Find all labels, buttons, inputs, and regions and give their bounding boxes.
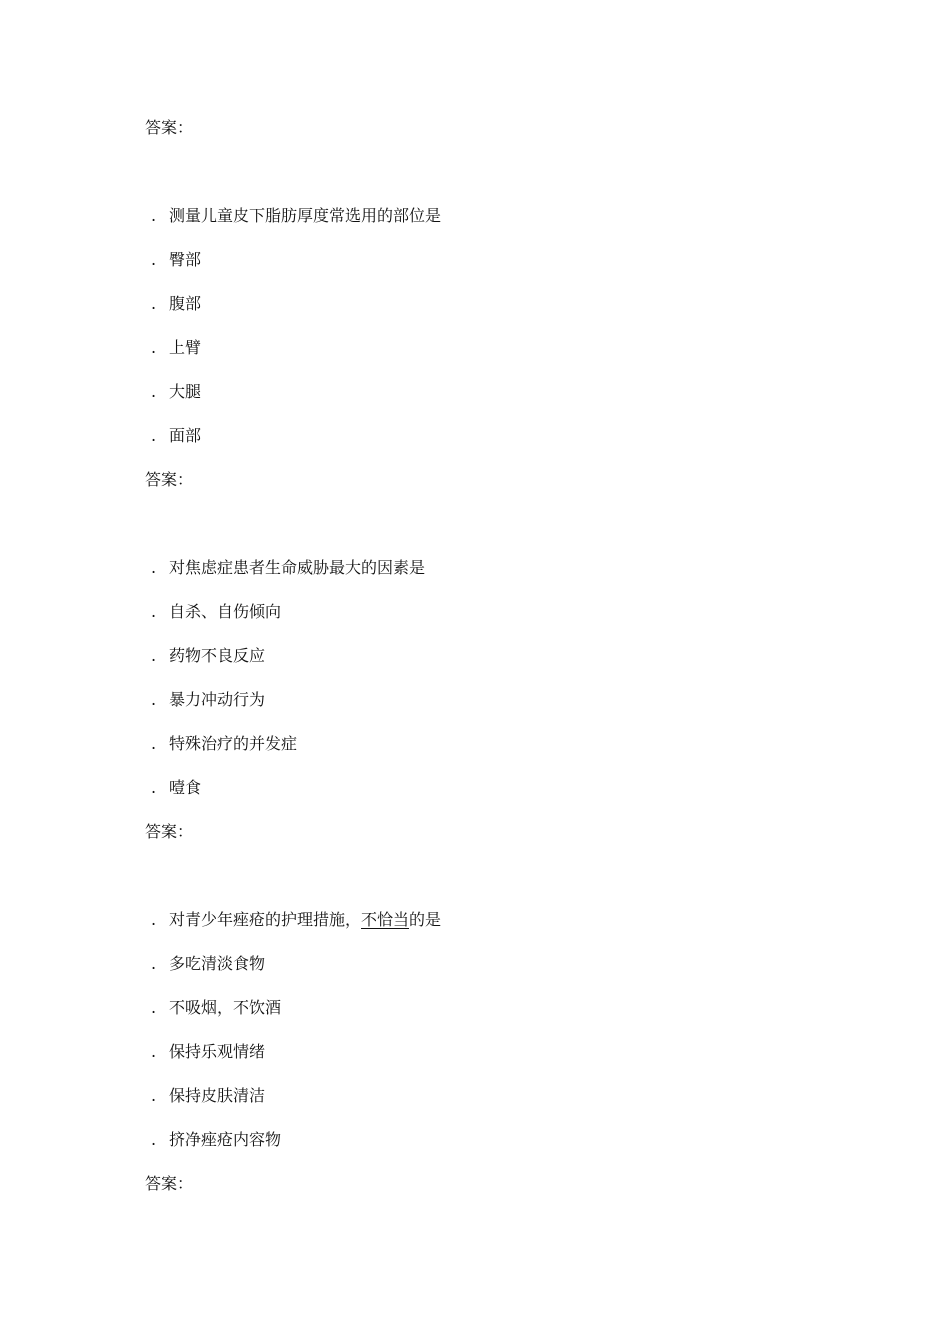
bullet: . xyxy=(151,998,157,1017)
bullet: . xyxy=(151,778,157,797)
bullet: . xyxy=(151,734,157,753)
underlined-keyword: 不恰当 xyxy=(361,910,410,929)
bullet: . xyxy=(151,954,157,973)
bullet: . xyxy=(151,206,157,225)
option: 大腿 xyxy=(169,382,202,401)
bullet: . xyxy=(151,426,157,445)
bullet: . xyxy=(151,1130,157,1149)
answer-label: 答案： xyxy=(145,822,194,841)
bullet: . xyxy=(151,294,157,313)
option: 多吃清淡食物 xyxy=(169,954,266,973)
answer-label: 答案： xyxy=(145,470,194,489)
option: 不吸烟，不饮酒 xyxy=(169,998,282,1017)
option: 药物不良反应 xyxy=(169,646,266,665)
bullet: . xyxy=(151,1086,157,1105)
answer-label: 答案： xyxy=(145,1174,194,1193)
option: 特殊治疗的并发症 xyxy=(169,734,298,753)
option: 自杀、自伤倾向 xyxy=(169,602,282,621)
answer-label: 答案： xyxy=(145,118,194,137)
option: 保持皮肤清洁 xyxy=(169,1086,266,1105)
option: 上臂 xyxy=(169,338,202,357)
question-stem-start: 对青少年痤疮的护理措施， xyxy=(169,910,362,929)
question-stem-end: 的是 xyxy=(409,910,442,929)
bullet: . xyxy=(151,338,157,357)
question-stem: 对焦虑症患者生命威胁最大的因素是 xyxy=(169,558,426,577)
option: 挤净痤疮内容物 xyxy=(169,1130,282,1149)
option: 面部 xyxy=(169,426,202,445)
bullet: . xyxy=(151,602,157,621)
option: 噎食 xyxy=(169,778,202,797)
question-stem xyxy=(169,910,441,930)
bullet: . xyxy=(151,382,157,401)
bullet: . xyxy=(151,690,157,709)
option: 腹部 xyxy=(169,294,202,313)
option: 暴力冲动行为 xyxy=(169,690,266,709)
bullet: . xyxy=(151,910,157,929)
bullet: . xyxy=(151,1042,157,1061)
option: 臀部 xyxy=(169,250,202,269)
bullet: . xyxy=(151,250,157,269)
question-stem: 测量儿童皮下脂肪厚度常选用的部位是 xyxy=(169,206,442,225)
bullet: . xyxy=(151,558,157,577)
bullet: . xyxy=(151,646,157,665)
option: 保持乐观情绪 xyxy=(169,1042,266,1061)
